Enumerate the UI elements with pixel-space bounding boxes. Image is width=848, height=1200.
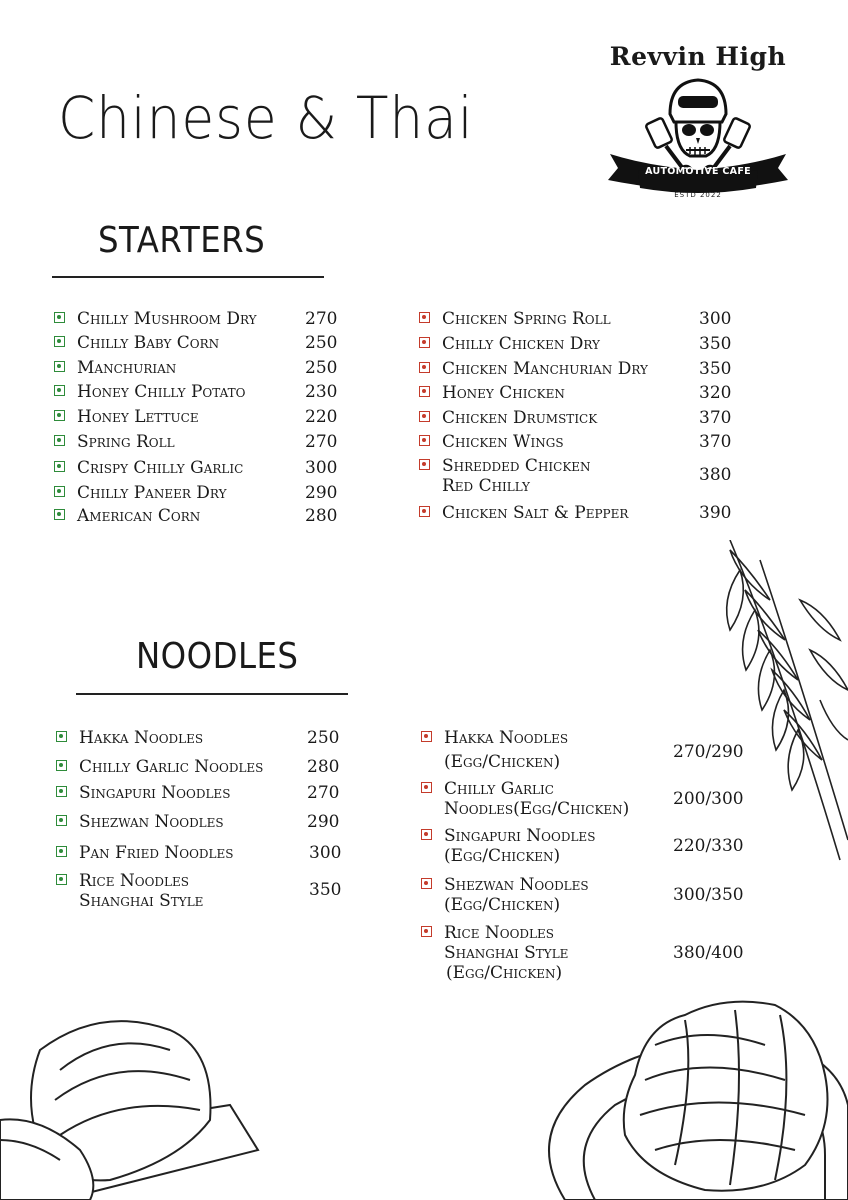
veg-icon: [54, 312, 65, 323]
nonveg-icon: [419, 435, 430, 446]
logo-established: ESTD 2022: [674, 191, 722, 199]
wheat-illustration-icon: [700, 540, 848, 870]
noodle-plate-illustration-icon: [525, 985, 848, 1200]
veg-icon: [54, 486, 65, 497]
veg-icon: [54, 435, 65, 446]
nonveg-icon: [421, 731, 432, 742]
starter-nonveg-item: Shredded Chicken Red Chilly 380: [419, 456, 739, 496]
noodle-nonveg-item: Shezwan Noodles (Egg/Chicken) 300/350: [421, 875, 751, 915]
bread-loaf-illustration-icon: [0, 1010, 260, 1200]
noodle-veg-item: Rice Noodles Shanghai Style 350: [56, 871, 346, 911]
logo-subtitle: AUTOMOTIVE CAFE: [645, 166, 751, 177]
veg-icon: [56, 874, 67, 885]
veg-icon: [56, 786, 67, 797]
cafe-logo: [598, 42, 798, 217]
noodles-divider: [76, 693, 348, 695]
veg-icon: [54, 509, 65, 520]
nonveg-icon: [419, 362, 430, 373]
nonveg-icon: [419, 386, 430, 397]
veg-icon: [54, 336, 65, 347]
nonveg-icon: [419, 411, 430, 422]
nonveg-icon: [419, 506, 430, 517]
veg-icon: [54, 361, 65, 372]
nonveg-icon: [419, 337, 430, 348]
veg-icon: [56, 846, 67, 857]
veg-icon: [56, 815, 67, 826]
noodle-nonveg-item: Rice Noodles Shanghai Style (Egg/Chicken) 380/400: [421, 923, 751, 983]
veg-icon: [56, 731, 67, 742]
starters-heading: STARTERS: [98, 220, 266, 261]
veg-icon: [54, 385, 65, 396]
noodle-nonveg-item: Hakka Noodles (Egg/Chicken) 270/290: [421, 728, 751, 772]
nonveg-icon: [421, 878, 432, 889]
nonveg-icon: [421, 926, 432, 937]
starters-divider: [52, 276, 324, 278]
nonveg-icon: [419, 312, 430, 323]
noodle-nonveg-item: Chilly Garlic Noodles(Egg/Chicken) 200/300: [421, 779, 751, 819]
nonveg-icon: [419, 459, 430, 470]
logo-name: Revvin High: [609, 42, 787, 71]
veg-icon: [54, 410, 65, 421]
veg-icon: [54, 461, 65, 472]
page-title: Chinese & Thai: [58, 84, 474, 152]
nonveg-icon: [421, 782, 432, 793]
veg-icon: [56, 760, 67, 771]
noodle-nonveg-item: Singapuri Noodles (Egg/Chicken) 220/330: [421, 826, 751, 866]
nonveg-icon: [421, 829, 432, 840]
noodles-heading: NOODLES: [136, 636, 299, 677]
